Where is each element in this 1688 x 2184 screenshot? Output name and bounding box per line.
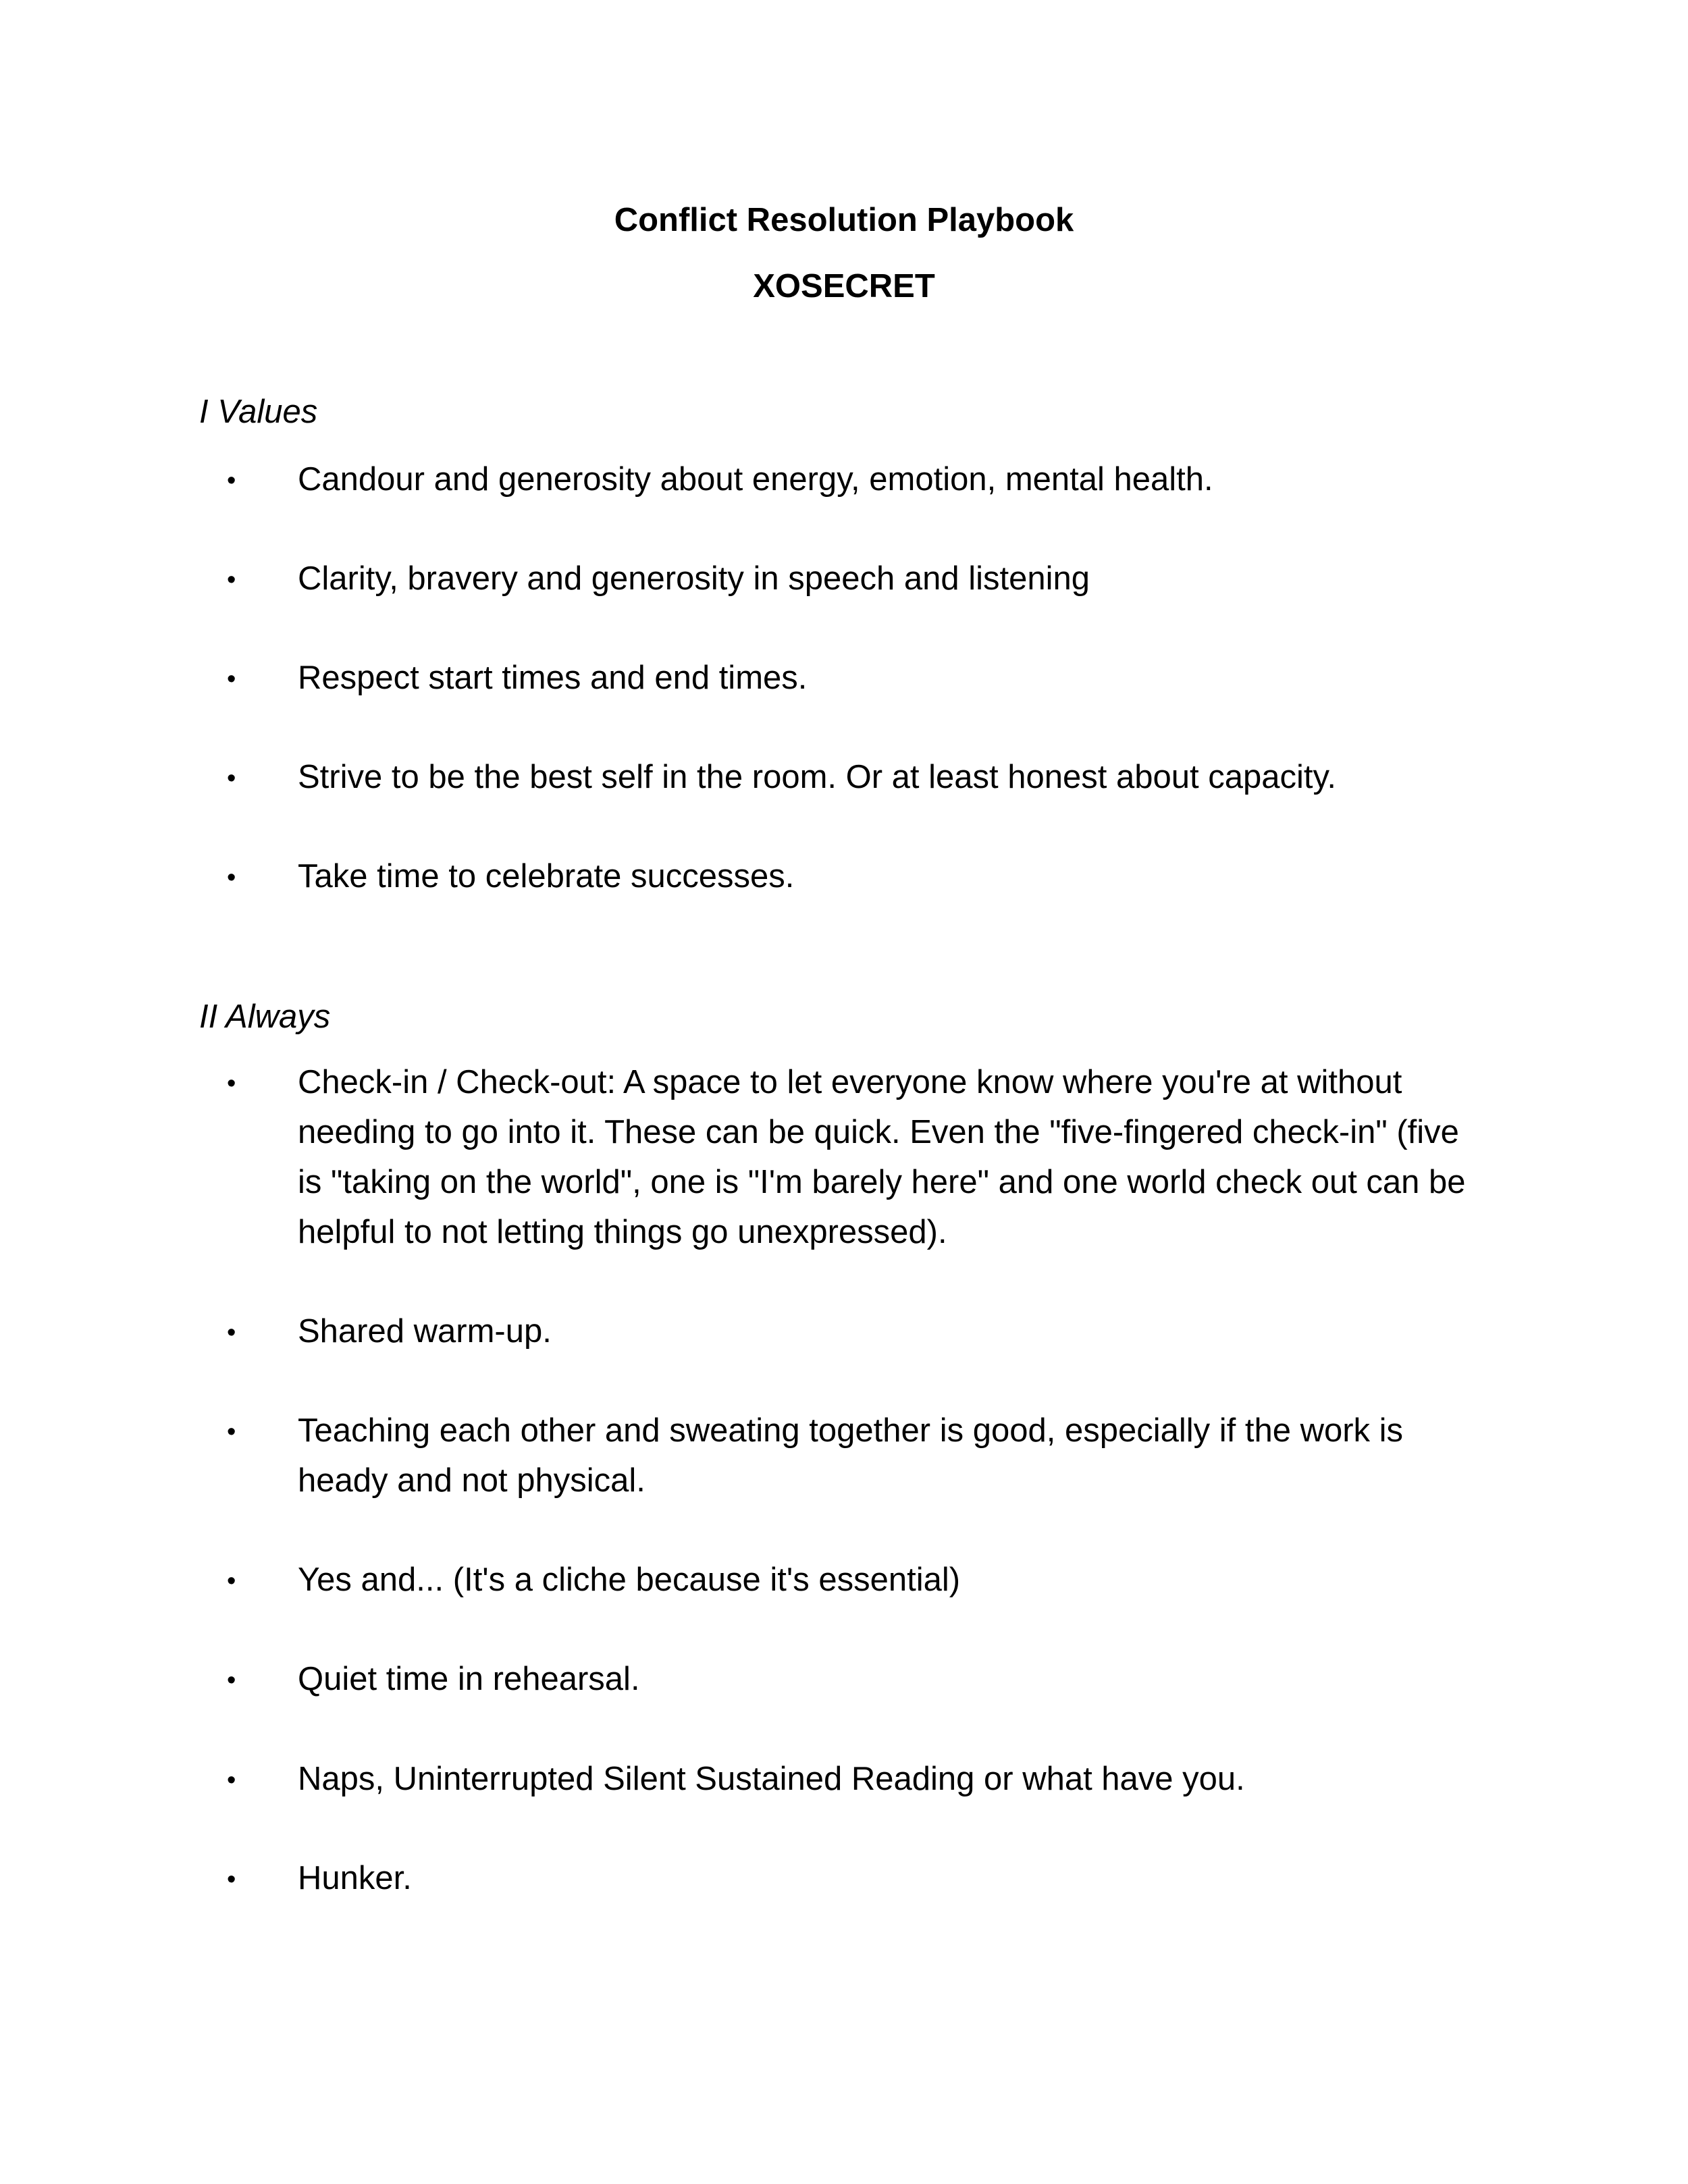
bullet-icon: •	[227, 665, 236, 693]
bullet-icon: •	[227, 1666, 236, 1695]
bullet-icon: •	[227, 764, 236, 793]
section-heading-always: II Always	[199, 998, 331, 1035]
list-item-text: Naps, Uninterrupted Silent Sustained Reading or what have you.	[298, 1761, 1245, 1797]
section-heading-values: I Values	[199, 394, 318, 430]
bullet-icon: •	[227, 467, 236, 495]
list-item-text: Check-in / Check-out: A space to let everyone know where you're at without needing to go into it. These can be quick. Even the "five-fingered check-in" (five is "taking on the world", one is "I'm barely here" and one world check out can be helpful to not letting things go unexpressed).	[298, 1064, 1466, 1250]
document-title: Conflict Resolution Playbook	[614, 202, 1074, 238]
list-item-text: Yes and... (It's a cliche because it's essential)	[298, 1562, 961, 1598]
list-item-text: Candour and generosity about energy, emotion, mental health.	[298, 461, 1213, 498]
list-item-text: Teaching each other and sweating together is good, especially if the work is heady and not physical.	[298, 1412, 1404, 1499]
bullet-icon: •	[227, 566, 236, 594]
document-subtitle: XOSECRET	[753, 268, 935, 304]
list-item-text: Hunker.	[298, 1860, 412, 1896]
bullet-icon: •	[227, 1418, 236, 1446]
bullet-icon: •	[227, 1766, 236, 1794]
list-item-text: Shared warm-up.	[298, 1313, 552, 1350]
list-item-text: Take time to celebrate successes.	[298, 858, 795, 895]
list-item-text: Strive to be the best self in the room. Or at least honest about capacity.	[298, 759, 1336, 795]
bullet-icon: •	[227, 1069, 236, 1098]
list-item-text: Respect start times and end times.	[298, 660, 808, 696]
list-item-text: Clarity, bravery and generosity in speech and listening	[298, 560, 1090, 597]
bullet-icon: •	[227, 863, 236, 892]
bullet-icon: •	[227, 1865, 236, 1894]
bullet-icon: •	[227, 1319, 236, 1347]
bullet-icon: •	[227, 1567, 236, 1595]
list-item-text: Quiet time in rehearsal.	[298, 1661, 640, 1697]
